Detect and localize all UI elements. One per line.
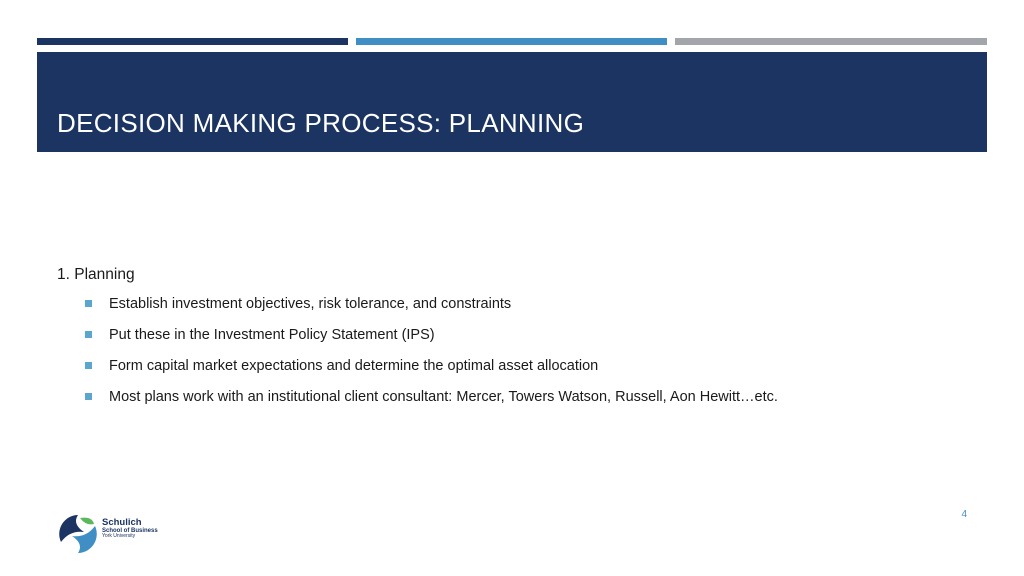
- square-bullet-icon: [85, 362, 92, 369]
- bullet-list: [57, 294, 977, 407]
- bullet-item: [85, 294, 977, 314]
- slide-body: [57, 266, 977, 418]
- bullet-text: Most plans work with an institutional client consultant: Mercer, Towers Watson, Russell, Aon Hewitt…etc.: [109, 389, 778, 405]
- accent-bar-navy: [37, 38, 348, 45]
- logo-name: Schulich: [102, 517, 142, 528]
- bullet-text: Form capital market expectations and determine the optimal asset allocation: [109, 358, 599, 374]
- bullet-text: Establish investment objectives, risk tolerance, and constraints: [109, 296, 512, 312]
- square-bullet-icon: [85, 300, 92, 307]
- square-bullet-icon: [85, 393, 92, 400]
- logo-school: School of Business: [102, 527, 158, 534]
- slide-title: DECISION MAKING PROCESS: PLANNING: [57, 108, 585, 138]
- logo-text: [102, 518, 158, 540]
- square-bullet-icon: [85, 331, 92, 338]
- level1-heading: 1. Planning: [57, 266, 135, 283]
- schulich-s-icon: [58, 514, 98, 554]
- bullet-item: [85, 387, 977, 407]
- accent-bar-blue: [356, 38, 667, 45]
- title-band: [37, 52, 987, 152]
- schulich-logo: [58, 514, 168, 554]
- bullet-item: [85, 356, 977, 376]
- accent-bar-gray: [675, 38, 987, 45]
- page-number: 4: [961, 509, 967, 520]
- logo-university: York University: [102, 533, 136, 540]
- bullet-text: Put these in the Investment Policy Statement (IPS): [109, 327, 435, 343]
- bullet-item: [85, 325, 977, 345]
